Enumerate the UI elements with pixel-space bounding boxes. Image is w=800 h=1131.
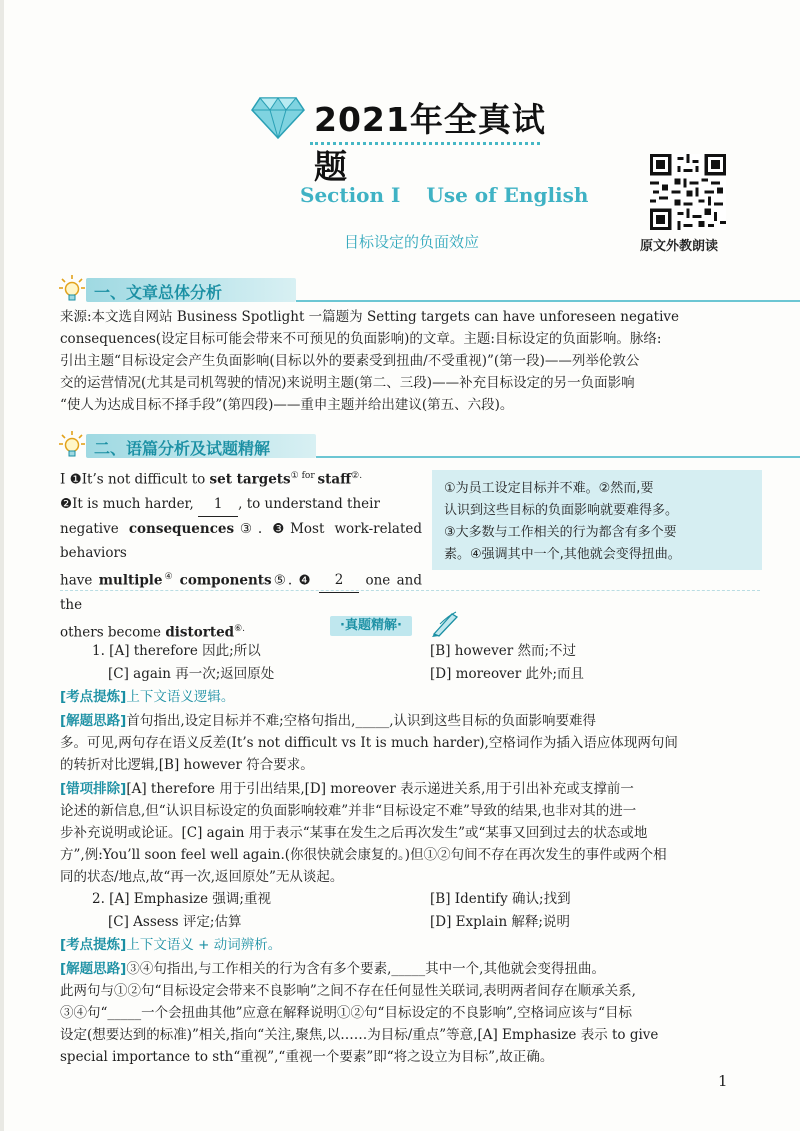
translation-line: 素。④强调其中一个,其他就会变得扭曲。 xyxy=(444,547,681,562)
analysis-line: 引出主题“目标设定会产生负面影响(目标以外的要素受到扭曲/不受重视)”(第一段)——列举伦敦公 xyxy=(60,353,640,369)
label-kaodian: [考点提炼] xyxy=(60,689,127,705)
heading-text: 二、语篇分析及试题精解 xyxy=(94,439,271,458)
passage-text: others become xyxy=(60,624,166,641)
heading-rule xyxy=(316,456,800,458)
passage-text: negative xyxy=(60,520,129,537)
keyword: multiple xyxy=(98,572,163,588)
passage-text: ④ xyxy=(162,571,180,582)
qr-label: 原文外教朗读 xyxy=(640,239,719,254)
lightbulb-icon xyxy=(58,430,86,460)
solution-line: 的转折对比逻辑,[B] however 符合要求。 xyxy=(60,757,314,773)
tag-label: ·真题精解· xyxy=(330,616,412,636)
solution-line: special importance to sth“重视”,“重视一个要素”即“将之设立为目标”,故正确。 xyxy=(60,1049,554,1065)
q1-elimination xyxy=(60,778,760,888)
translation-line: 认识到这些目标的负面影响就要难得多。 xyxy=(444,503,679,518)
translation-box xyxy=(432,470,762,570)
section-name: Use of English xyxy=(426,183,589,207)
solution-line: 设定(想要达到的标准)”相关,指向“关注,聚焦,以……为目标/重点”等意,[A] Emphasize 表示 to give xyxy=(60,1027,659,1043)
label-cuoxiang: [错项排除] xyxy=(60,781,127,797)
passage-text: ⑤. ❹ xyxy=(271,572,313,588)
label-jieti: [解题思路] xyxy=(60,713,127,729)
analysis-line: 来源:本文选自网站 Business Spotlight 一篇题为 Setting targets can have unforeseen negative xyxy=(60,309,680,325)
blank-1[interactable]: 1 xyxy=(198,492,238,517)
q2-option-a[interactable]: 2. [A] Emphasize 强调;重视 xyxy=(92,891,271,907)
pen-icon xyxy=(430,610,460,638)
q2-option-b[interactable]: [B] Identify 确认;找到 xyxy=(430,891,571,907)
diamond-icon xyxy=(250,94,306,140)
analysis-paragraph xyxy=(60,306,760,416)
page-number: 1 xyxy=(718,1072,728,1090)
article-subtitle: 目标设定的负面效应 xyxy=(344,233,480,251)
keyword: staff xyxy=(317,471,352,488)
analysis-line: “使人为达成目标不择手段”(第四段)——重申主题并给出建议(第五、六段)。 xyxy=(60,397,514,413)
divider xyxy=(60,590,760,591)
analysis-line: 交的运营情况(尤其是司机驾驶的情况)来说明主题(第二、三段)——补充目标设定的另一负面影响 xyxy=(60,375,635,391)
label-jieti: [解题思路] xyxy=(60,961,127,977)
point-text: 上下文语义 + 动词辨析。 xyxy=(126,937,282,953)
q1-solution xyxy=(60,710,760,776)
scan-edge xyxy=(0,0,4,1131)
elimination-line: [A] therefore 用于引出结果,[D] moreover 表示递进关系,用于引出补充或支撑前一 xyxy=(126,781,634,797)
solution-line: 此两句与①②句“目标设定会带来不良影响”之间不存在任何显性关联词,表明两者间存在顺承关系, xyxy=(60,983,636,999)
elimination-line: 同的状态/地点,故“再一次,返回原处”无从谈起。 xyxy=(60,869,344,885)
translation-line: ①为员工设定目标并不难。②然而,要 xyxy=(444,481,654,496)
keyword: components xyxy=(179,572,272,588)
q1-option-b[interactable]: [B] however 然而;不过 xyxy=(430,643,577,659)
lightbulb-icon xyxy=(58,274,86,304)
translation-text xyxy=(444,478,754,566)
heading-rule xyxy=(296,300,800,302)
q1-option-d[interactable]: [D] moreover 此外;而且 xyxy=(430,666,585,682)
q1-point xyxy=(60,686,760,708)
analysis-tag xyxy=(330,612,470,640)
q2-point xyxy=(60,934,760,956)
keyword: distorted xyxy=(165,624,235,641)
blank-2[interactable]: 2 xyxy=(319,568,359,593)
elimination-line: 步补充说明或论证。[C] again 用于表示“某事在发生之后再次发生”或“某事又回到过去的状态或地 xyxy=(60,825,648,841)
passage-text: ③. ❸Most work-related behaviors xyxy=(60,520,423,561)
passage-text: Ⅰ ❶It’s not difficult to xyxy=(60,471,210,488)
translation-line: ③大多数与工作相关的行为都含有多个要 xyxy=(444,525,677,540)
passage-text: ②. xyxy=(351,471,363,481)
passage-text: one and the xyxy=(60,572,423,613)
q2-solution xyxy=(60,958,760,1068)
elimination-line: 方”,例:You’ll soon feel well again.(你很快就会康复的。)但①②句间不存在再次发生的事件或两个相 xyxy=(60,847,667,863)
point-text: 上下文语义逻辑。 xyxy=(126,689,235,705)
keyword: set targets xyxy=(209,471,291,488)
passage-text: ❷It is much harder, xyxy=(60,495,194,512)
q1-option-a[interactable]: 1. [A] therefore 因此;所以 xyxy=(92,643,261,659)
passage-text: have xyxy=(60,572,99,588)
page-title: 2021年全真试题 xyxy=(314,100,546,186)
section-number: Section Ⅰ xyxy=(300,183,401,207)
heading-text: 一、文章总体分析 xyxy=(94,283,223,302)
solution-line: 首句指出,设定目标并不难;空格句指出,_____,认识到这些目标的负面影响要难得 xyxy=(126,713,597,729)
section-heading-1 xyxy=(58,276,758,302)
solution-line: 多。可见,两句存在语义反差(It’s not difficult vs It is much harder),空格词作为插入语应体现两句间 xyxy=(60,735,678,751)
keyword: consequences xyxy=(128,520,235,537)
elimination-line: 论述的新信息,但“认识目标设定的负面影响较难”并非“目标设定不难”导致的结果,也非对其的进一 xyxy=(60,803,637,819)
passage-text: ⑥. xyxy=(234,624,246,634)
title-block xyxy=(250,88,570,186)
solution-line: ③④句指出,与工作相关的行为含有多个要素,_____其中一个,其他就会变得扭曲。 xyxy=(126,961,605,977)
passage-text: , to understand their xyxy=(238,495,380,512)
passage-text: ① for xyxy=(290,471,318,481)
q2-option-c[interactable]: [C] Assess 评定;估算 xyxy=(108,914,242,930)
q1-option-c[interactable]: [C] again 再一次;返回原处 xyxy=(108,666,275,682)
section-heading-2 xyxy=(58,432,758,458)
solution-line: ③④句“_____一个会扭曲其他”应意在解释说明①②句“目标设定的不良影响”,空格词应该与“目标 xyxy=(60,1005,633,1021)
label-kaodian: [考点提炼] xyxy=(60,937,127,953)
q2-option-d[interactable]: [D] Explain 解释;说明 xyxy=(430,914,570,930)
analysis-line: consequences(设定目标可能会带来不可预见的负面影响)的文章。主题:目标设定的负面影响。脉络: xyxy=(60,331,662,347)
qr-code-icon xyxy=(650,154,726,230)
title-underline xyxy=(310,142,540,145)
section-title xyxy=(300,183,588,207)
